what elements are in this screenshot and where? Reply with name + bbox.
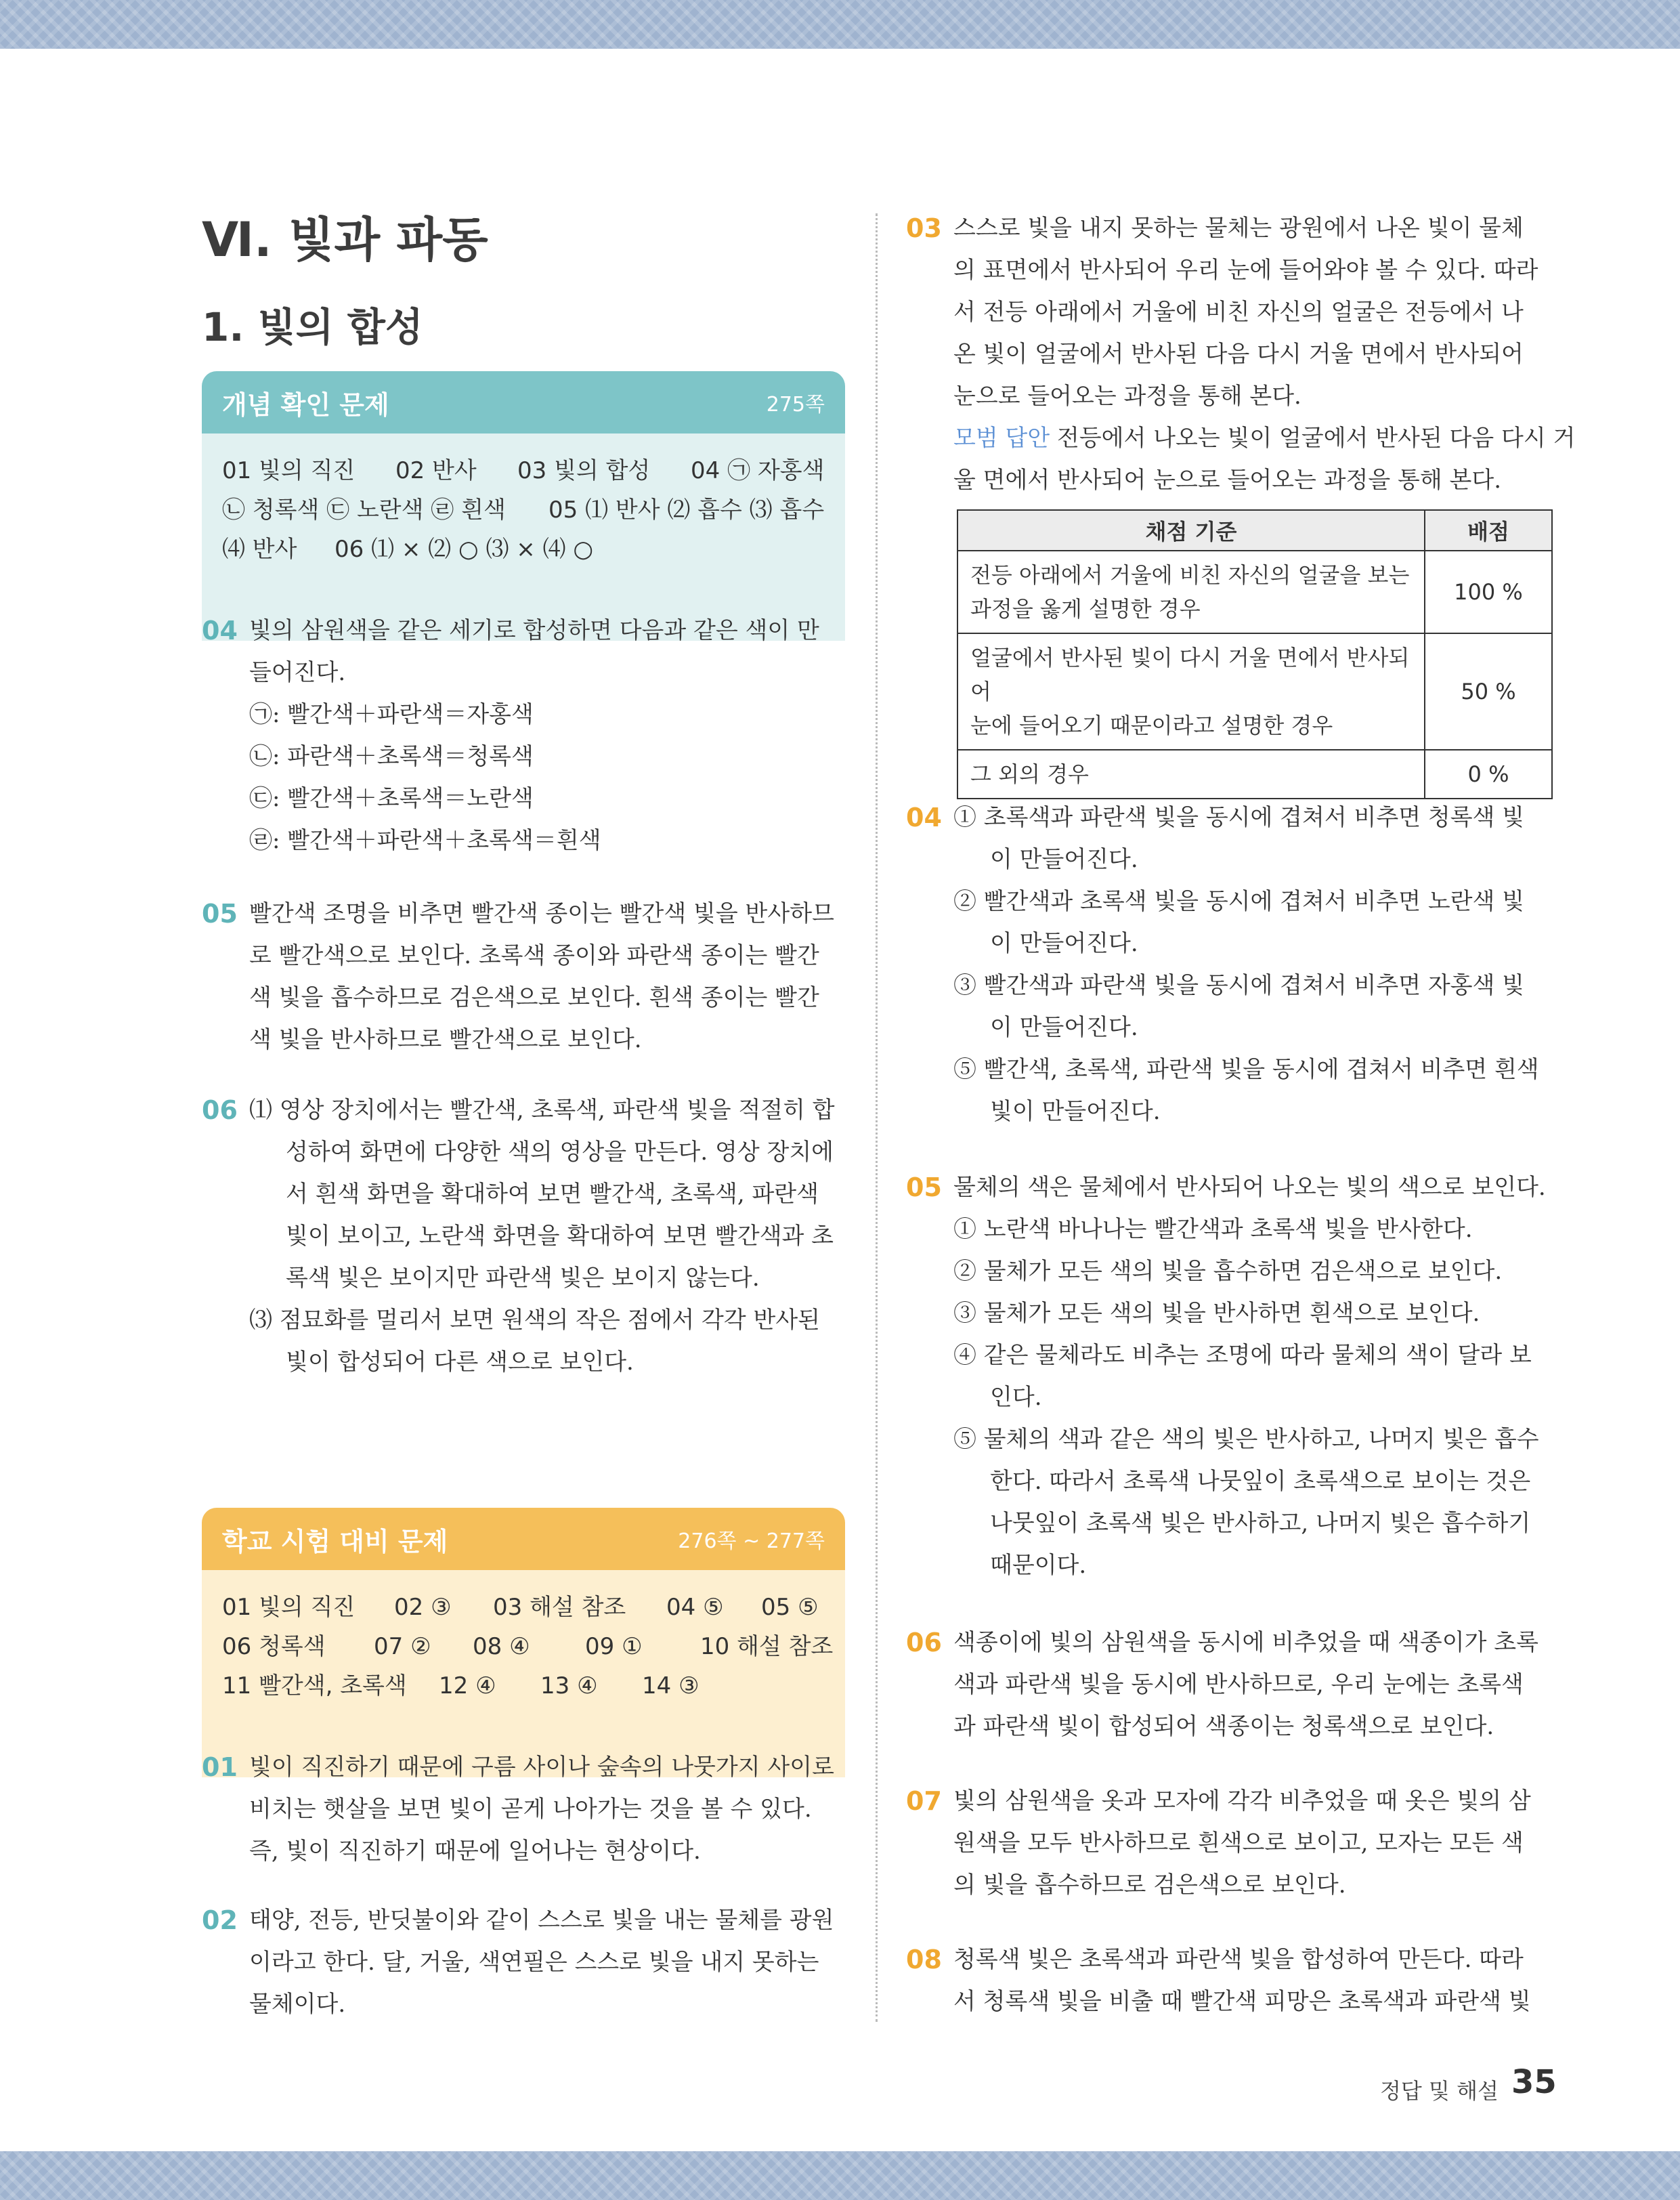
explanation-line: 색 빛을 흡수하므로 검은색으로 보인다. 흰색 종이는 빨간: [249, 984, 819, 1011]
section-title: 1. 빛의 합성: [202, 304, 423, 350]
answer-item: 11 빨간색, 초록색: [222, 1672, 407, 1699]
criteria-cell: [957, 551, 1425, 633]
explanation-line: 빛이 만들어진다.: [990, 1098, 1161, 1125]
criteria-line: 전등 아래에서 거울에 비친 자신의 얼굴을 보는: [970, 562, 1410, 588]
question-number: 03: [906, 213, 942, 243]
question-number: 02: [202, 1905, 238, 1935]
explanation-line: 빛의 삼원색을 옷과 모자에 각각 비추었을 때 옷은 빛의 삼: [953, 1788, 1531, 1815]
explanation-line: ② 물체가 모든 색의 빛을 흡수하면 검은색으로 보인다.: [953, 1258, 1503, 1285]
top-decorative-band: [0, 0, 1680, 49]
footer-label: 정답 및 해설: [1380, 2078, 1499, 2104]
explanation-line: 이 만들어진다.: [990, 846, 1138, 873]
explanation-line: 빛이 보이고, 노란색 화면을 확대하여 보면 빨간색과 초: [286, 1223, 834, 1250]
exam-explanation-01: [202, 1746, 845, 1872]
exam-prep-box: [202, 1508, 845, 1777]
explanation-line: 색과 파란색 빛을 동시에 반사하므로, 우리 눈에는 초록색: [953, 1671, 1524, 1698]
explanation-line: 빛의 삼원색을 같은 세기로 합성하면 다음과 같은 색이 만: [249, 617, 819, 644]
explanation-line: 한다. 따라서 초록색 나뭇잎이 초록색으로 보이는 것은: [990, 1468, 1531, 1495]
answer-item: 02 반사: [395, 457, 477, 484]
answer-item: ㉡ 청록색 ㉢ 노란색 ㉣ 흰색: [222, 496, 506, 524]
explanation-line: 때문이다.: [990, 1552, 1087, 1579]
answer-item: 06 청록색: [222, 1633, 326, 1660]
points-header: 배점: [1425, 510, 1552, 551]
question-number: 04: [906, 803, 942, 832]
page-number: 35: [1511, 2063, 1557, 2101]
exam-explanation-06: [906, 1622, 1556, 1748]
answer-item: 05 ⑤: [761, 1594, 819, 1621]
bottom-decorative-band: [0, 2151, 1680, 2200]
explanation-line: 인다.: [990, 1384, 1042, 1411]
explanation-line: 눈으로 들어오는 과정을 통해 본다.: [953, 383, 1301, 410]
explanation-line: 이 만들어진다.: [990, 1014, 1138, 1041]
criteria-line: 얼굴에서 반사된 빛이 다시 거울 면에서 반사되어: [970, 645, 1410, 704]
answer-item: 06 ⑴ × ⑵ ○ ⑶ × ⑷ ○: [335, 536, 594, 563]
explanation-line: 록색 빛은 보이지만 파란색 빛은 보이지 않는다.: [286, 1265, 760, 1292]
question-number: 04: [202, 616, 238, 646]
answer-item: 04 ⑤: [666, 1594, 724, 1621]
explanation-line: 스스로 빛을 내지 못하는 물체는 광원에서 나온 빛이 물체: [953, 215, 1524, 242]
explanation-line: ㉡: 파란색＋초록색＝청록색: [249, 743, 534, 770]
criteria-line: 눈에 들어오기 때문이라고 설명한 경우: [970, 713, 1333, 738]
question-number: 05: [906, 1172, 942, 1202]
explanation-line: 태양, 전등, 반딧불이와 같이 스스로 빛을 내는 물체를 광원: [249, 1907, 834, 1934]
explanation-line: 빨간색 조명을 비추면 빨간색 종이는 빨간색 빛을 반사하므: [249, 900, 834, 927]
model-answer-text: 전등에서 나오는 빛이 얼굴에서 반사된 다음 다시 거: [1050, 425, 1576, 452]
explanation-line: ① 노란색 바나나는 빨간색과 초록색 빛을 반사한다.: [953, 1216, 1473, 1243]
answer-row: [222, 1588, 825, 1627]
answer-item: 03 빛의 합성: [517, 457, 651, 484]
explanation-line: ② 빨간색과 초록색 빛을 동시에 겹쳐서 비추면 노란색 빛: [953, 888, 1525, 915]
question-number: 08: [906, 1945, 942, 1974]
exam-explanation-08: [906, 1939, 1556, 2023]
answer-item: 13 ④: [540, 1672, 598, 1699]
exam-box-page: 276쪽 ~ 277쪽: [678, 1529, 825, 1553]
explanation-line: 빛이 합성되어 다른 색으로 보인다.: [286, 1349, 634, 1376]
answer-item: 07 ②: [374, 1633, 431, 1660]
answer-item: 09 ①: [585, 1633, 643, 1660]
model-answer-line: [953, 417, 1576, 459]
answer-row: [222, 1666, 825, 1706]
concept-box-header: [202, 371, 845, 433]
explanation-line: 원색을 모두 반사하므로 흰색으로 보이고, 모자는 모든 색: [953, 1829, 1524, 1857]
grading-table: [957, 509, 1553, 799]
exam-box-header: [202, 1508, 845, 1570]
explanation-line: ③ 물체가 모든 색의 빛을 반사하면 흰색으로 보인다.: [953, 1300, 1480, 1327]
explanation-line: 서 흰색 화면을 확대하여 보면 빨간색, 초록색, 파란색: [286, 1181, 819, 1208]
answer-row: [222, 1627, 834, 1666]
unit-title: Ⅵ. 빛과 파동: [202, 212, 488, 268]
explanation-line: 서 전등 아래에서 거울에 비친 자신의 얼굴은 전등에서 나: [953, 299, 1524, 326]
explanation-05: [202, 893, 845, 1061]
explanation-line: 물체의 색은 물체에서 반사되어 나오는 빛의 색으로 보인다.: [953, 1174, 1546, 1201]
explanation-line: 나뭇잎이 초록색 빛은 반사하고, 나머지 빛은 흡수하기: [990, 1510, 1531, 1537]
question-number: 01: [202, 1752, 238, 1782]
explanation-line: ⑤ 물체의 색과 같은 색의 빛은 반사하고, 나머지 빛은 흡수: [953, 1426, 1539, 1453]
grading-row: [957, 750, 1552, 799]
explanation-06: [202, 1089, 845, 1383]
exam-explanation-03: [906, 207, 1576, 501]
criteria-header: 채점 기준: [957, 510, 1425, 551]
concept-box-page: 275쪽: [766, 393, 825, 417]
points-cell: 50 %: [1425, 633, 1552, 750]
explanation-line: ⑶ 점묘화를 멀리서 보면 원색의 작은 점에서 각각 반사된: [249, 1307, 821, 1334]
exam-explanation-04: [906, 797, 1556, 1133]
model-answer-label: 모범 답안: [953, 425, 1050, 452]
explanation-line: 비치는 햇살을 보면 빛이 곧게 나아가는 것을 볼 수 있다.: [249, 1796, 812, 1823]
criteria-line: 그 외의 경우: [970, 761, 1089, 787]
question-number: 07: [906, 1786, 942, 1816]
answer-row: [222, 490, 825, 530]
criteria-line: 과정을 옳게 설명한 경우: [970, 596, 1201, 622]
question-number: 06: [202, 1095, 238, 1125]
concept-box-title: 개념 확인 문제: [222, 389, 389, 420]
answer-item: 08 ④: [473, 1633, 530, 1660]
concept-check-box: [202, 371, 845, 641]
question-number: 06: [906, 1628, 942, 1657]
answer-row: [222, 451, 825, 490]
explanation-line: 로 빨간색으로 보인다. 초록색 종이와 파란색 종이는 빨간: [249, 942, 819, 969]
explanation-line: 이라고 한다. 달, 거울, 색연필은 스스로 빛을 내지 못하는: [249, 1949, 819, 1976]
explanation-line: 즉, 빛이 직진하기 때문에 일어나는 현상이다.: [249, 1838, 701, 1865]
answer-item: ⑷ 반사: [222, 536, 297, 563]
explanation-line: ⑴ 영상 장치에서는 빨간색, 초록색, 파란색 빛을 적절히 합: [249, 1097, 835, 1124]
explanation-line: 물체이다.: [249, 1991, 346, 2018]
explanation-line: 들어진다.: [249, 659, 346, 686]
answer-item: 14 ③: [642, 1672, 699, 1699]
criteria-cell: [957, 750, 1425, 799]
grading-table-header: [957, 510, 1552, 551]
answer-item: 01 빛의 직진: [222, 1594, 356, 1621]
answer-item: 05 ⑴ 반사 ⑵ 흡수 ⑶ 흡수: [548, 496, 825, 524]
answer-item: 12 ④: [439, 1672, 496, 1699]
answer-item: 02 ③: [394, 1594, 452, 1621]
explanation-line: ① 초록색과 파란색 빛을 동시에 겹쳐서 비추면 청록색 빛: [953, 804, 1525, 831]
model-answer-line: 울 면에서 반사되어 눈으로 들어오는 과정을 통해 본다.: [953, 467, 1502, 494]
answer-item: 03 해설 참조: [493, 1594, 626, 1621]
exam-explanation-05: [906, 1166, 1556, 1586]
exam-explanation-02: [202, 1899, 845, 2025]
explanation-line: ㉠: 빨간색＋파란색＝자홍색: [249, 701, 534, 728]
explanation-line: ④ 같은 물체라도 비추는 조명에 따라 물체의 색이 달라 보: [953, 1342, 1532, 1369]
criteria-cell: [957, 633, 1425, 750]
answer-row: [222, 530, 825, 569]
answer-item: 04 ㉠ 자홍색: [691, 457, 825, 484]
answer-item: 10 해설 참조: [700, 1633, 834, 1660]
points-cell: 0 %: [1425, 750, 1552, 799]
column-divider: [876, 213, 878, 2022]
explanation-line: 과 파란색 빛이 합성되어 색종이는 청록색으로 보인다.: [953, 1713, 1494, 1740]
explanation-line: 의 표면에서 반사되어 우리 눈에 들어와야 볼 수 있다. 따라: [953, 257, 1538, 284]
explanation-04: [202, 610, 845, 862]
points-cell: 100 %: [1425, 551, 1552, 633]
grading-row: [957, 551, 1552, 633]
explanation-line: 청록색 빛은 초록색과 파란색 빛을 합성하여 만든다. 따라: [953, 1946, 1524, 1973]
exam-box-title: 학교 시험 대비 문제: [222, 1526, 448, 1557]
exam-explanation-07: [906, 1780, 1556, 1906]
explanation-line: ㉣: 빨간색＋파란색＋초록색＝흰색: [249, 827, 601, 854]
explanation-line: ㉢: 빨간색＋초록색＝노란색: [249, 785, 534, 812]
grading-row: [957, 633, 1552, 750]
explanation-line: 성하여 화면에 다양한 색의 영상을 만든다. 영상 장치에: [286, 1139, 834, 1166]
explanation-line: 서 청록색 빛을 비출 때 빨간색 피망은 초록색과 파란색 빛: [953, 1988, 1531, 2015]
answer-item: 01 빛의 직진: [222, 457, 356, 484]
explanation-line: 온 빛이 얼굴에서 반사된 다음 다시 거울 면에서 반사되어: [953, 341, 1524, 368]
explanation-line: 빛이 직진하기 때문에 구름 사이나 숲속의 나뭇가지 사이로: [249, 1754, 834, 1781]
explanation-line: ⑤ 빨간색, 초록색, 파란색 빛을 동시에 겹쳐서 비추면 흰색: [953, 1056, 1539, 1083]
explanation-line: 의 빛을 흡수하므로 검은색으로 보인다.: [953, 1871, 1346, 1899]
explanation-line: 색종이에 빛의 삼원색을 동시에 비추었을 때 색종이가 초록: [953, 1629, 1538, 1656]
question-number: 05: [202, 899, 238, 929]
explanation-line: 이 만들어진다.: [990, 930, 1138, 957]
explanation-line: ③ 빨간색과 파란색 빛을 동시에 겹쳐서 비추면 자홍색 빛: [953, 972, 1525, 999]
explanation-line: 색 빛을 반사하므로 빨간색으로 보인다.: [249, 1026, 642, 1053]
